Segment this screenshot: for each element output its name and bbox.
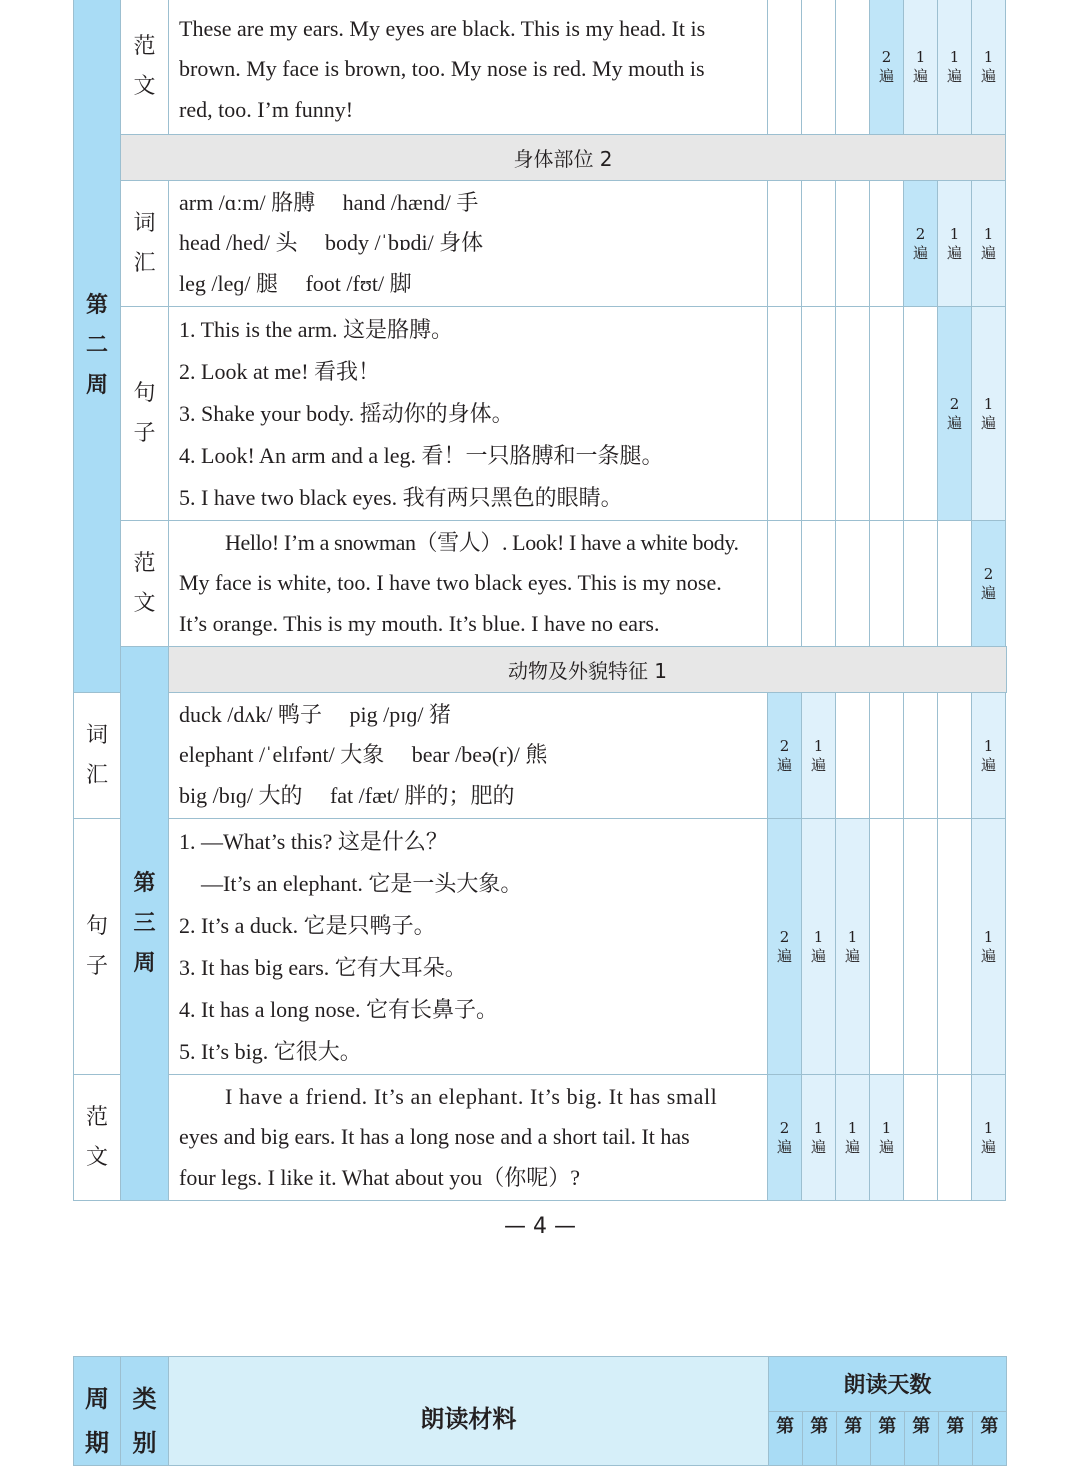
day-cell [904, 521, 938, 647]
day-cell [870, 521, 904, 647]
day-cell [768, 521, 802, 647]
day-cell [904, 819, 938, 1075]
day-cell: 1 遍 [836, 819, 870, 1075]
day-cell: 2 遍 [904, 181, 938, 307]
day-cell: 1 遍 [836, 1075, 870, 1201]
text-line: four legs. I like it. What about you（你呢）? [179, 1164, 581, 1190]
day-cell [802, 521, 836, 647]
text-line: 3. It has big ears. 它有大耳朵。 [179, 954, 467, 980]
day-cell: 2 遍 [768, 693, 802, 819]
next-page-header-table [73, 1356, 1007, 1466]
header-day: 第 [938, 1411, 972, 1466]
day-cell [836, 0, 870, 135]
day-cell [904, 1075, 938, 1201]
day-cell [938, 819, 972, 1075]
text-line: My face is white, too. I have two black eyes. This is my nose. [179, 570, 722, 596]
table-row [74, 521, 1007, 647]
page-number: — 4 — [504, 1214, 576, 1239]
text-line: 4. Look! An arm and a leg. 看！一只胳膊和一条腿。 [179, 442, 664, 468]
text-line: brown. My face is brown, too. My nose is red. My mouth is [179, 56, 705, 81]
day-cell: 2 遍 [938, 307, 972, 521]
day-cell [870, 693, 904, 819]
day-cell [938, 693, 972, 819]
section-title: 身体部位 2 [121, 135, 1006, 181]
table-row [74, 0, 1007, 135]
week-label: 第 三 周 [121, 647, 169, 1201]
table-row [74, 1075, 1007, 1201]
text-line: 1. —What’s this? 这是什么？ [179, 828, 448, 854]
header-day: 第 [972, 1411, 1006, 1466]
text-line: red, too. I’m funny! [179, 96, 354, 122]
day-cell: 2 遍 [768, 819, 802, 1075]
day-cell: 1 遍 [972, 181, 1006, 307]
day-cell: 1 遍 [802, 819, 836, 1075]
text-line: It’s orange. This is my mouth. It’s blue. I have no ears. [179, 610, 660, 636]
header-days-title: 朗读天数 [768, 1357, 1006, 1412]
reading-material [169, 693, 768, 819]
text-line: 5. It’s big. 它很大。 [179, 1038, 362, 1064]
text-line: 1. This is the arm. 这是胳膊。 [179, 316, 453, 342]
category-label: 句 子 [74, 819, 121, 1075]
category-label: 范 文 [121, 521, 169, 647]
day-cell [768, 307, 802, 521]
day-cell [938, 1075, 972, 1201]
header-category: 类 别 [121, 1357, 169, 1466]
table-row [74, 307, 1007, 521]
text-line: head /hed/ 头 body /ˈbɒdi/ 身体 [179, 230, 484, 256]
day-cell [904, 693, 938, 819]
text-line: These are my ears. My eyes are black. This is my head. It is [179, 15, 706, 41]
day-cell [870, 819, 904, 1075]
day-cell: 2 遍 [768, 1075, 802, 1201]
day-cell [870, 307, 904, 521]
day-cell: 1 遍 [972, 1075, 1006, 1201]
header-day: 第 [904, 1411, 938, 1466]
text-line: elephant /ˈelɪfənt/ 大象 bear /beə(r)/ 熊 [179, 742, 548, 768]
category-label: 词 汇 [74, 693, 121, 819]
day-cell [802, 181, 836, 307]
reading-material [169, 819, 768, 1075]
text-line: 2. Look at me! 看我！ [179, 358, 381, 384]
text-line: eyes and big ears. It has a long nose and a short tail. It has [179, 1124, 690, 1150]
day-cell [802, 0, 836, 135]
text-line: Hello! I’m a snowman（雪人）. Look! I have a white body. [225, 529, 739, 555]
day-cell: 1 遍 [972, 693, 1006, 819]
day-cell [870, 181, 904, 307]
day-cell: 2 遍 [972, 521, 1006, 647]
text-line: —It’s an elephant. 它是一头大象。 [201, 870, 523, 896]
text-line: duck /dʌk/ 鸭子 pig /pɪɡ/ 猪 [179, 701, 451, 727]
reading-material [169, 521, 768, 647]
day-cell [938, 521, 972, 647]
day-cell [802, 307, 836, 521]
day-cell [904, 307, 938, 521]
day-cell: 1 遍 [972, 307, 1006, 521]
reading-material [169, 0, 768, 135]
day-cell: 1 遍 [802, 1075, 836, 1201]
day-cell: 1 遍 [938, 181, 972, 307]
header-day: 第 [802, 1411, 836, 1466]
day-cell [768, 181, 802, 307]
reading-material [169, 307, 768, 521]
header-day: 第 [836, 1411, 870, 1466]
reading-schedule-table [73, 0, 1007, 1201]
day-cell: 1 遍 [802, 693, 836, 819]
text-line: arm /ɑːm/ 胳膊 hand /hænd/ 手 [179, 189, 479, 215]
day-cell [836, 521, 870, 647]
category-label: 句 子 [121, 307, 169, 521]
section-row [74, 135, 1007, 181]
day-cell: 1 遍 [972, 819, 1006, 1075]
reading-material [169, 1075, 768, 1201]
day-cell: 1 遍 [870, 1075, 904, 1201]
day-cell [768, 0, 802, 135]
text-line: 2. It’s a duck. 它是只鸭子。 [179, 912, 436, 938]
text-line: I have a friend. It’s an elephant. It’s big. It has small [225, 1083, 718, 1109]
table-row [74, 181, 1007, 307]
header-day: 第 [870, 1411, 904, 1466]
category-label: 词 汇 [121, 181, 169, 307]
text-line: 5. I have two black eyes. 我有两只黑色的眼睛。 [179, 484, 623, 510]
header-week: 周 期 [74, 1357, 121, 1466]
text-line: 4. It has a long nose. 它有长鼻子。 [179, 996, 498, 1022]
header-day: 第 [768, 1411, 802, 1466]
section-title: 动物及外貌特征 1 [169, 647, 1007, 693]
table-row [74, 819, 1007, 1075]
day-cell: 2 遍 [870, 0, 904, 135]
category-label: 范 文 [121, 0, 169, 135]
day-cell [836, 693, 870, 819]
day-cell [836, 181, 870, 307]
text-line: 3. Shake your body. 摇动你的身体。 [179, 400, 514, 426]
text-line: leg /leɡ/ 腿 foot /fʊt/ 脚 [179, 270, 412, 296]
category-label: 范 文 [74, 1075, 121, 1201]
table-row [74, 693, 1007, 819]
day-cell: 1 遍 [938, 0, 972, 135]
week-label: 第 二 周 [74, 0, 121, 693]
day-cell: 1 遍 [972, 0, 1006, 135]
header-material: 朗读材料 [169, 1357, 769, 1466]
text-line: big /bɪɡ/ 大的 fat /fæt/ 胖的；肥的 [179, 782, 515, 808]
section-row [74, 647, 1007, 693]
day-cell: 1 遍 [904, 0, 938, 135]
day-cell [836, 307, 870, 521]
reading-material [169, 181, 768, 307]
